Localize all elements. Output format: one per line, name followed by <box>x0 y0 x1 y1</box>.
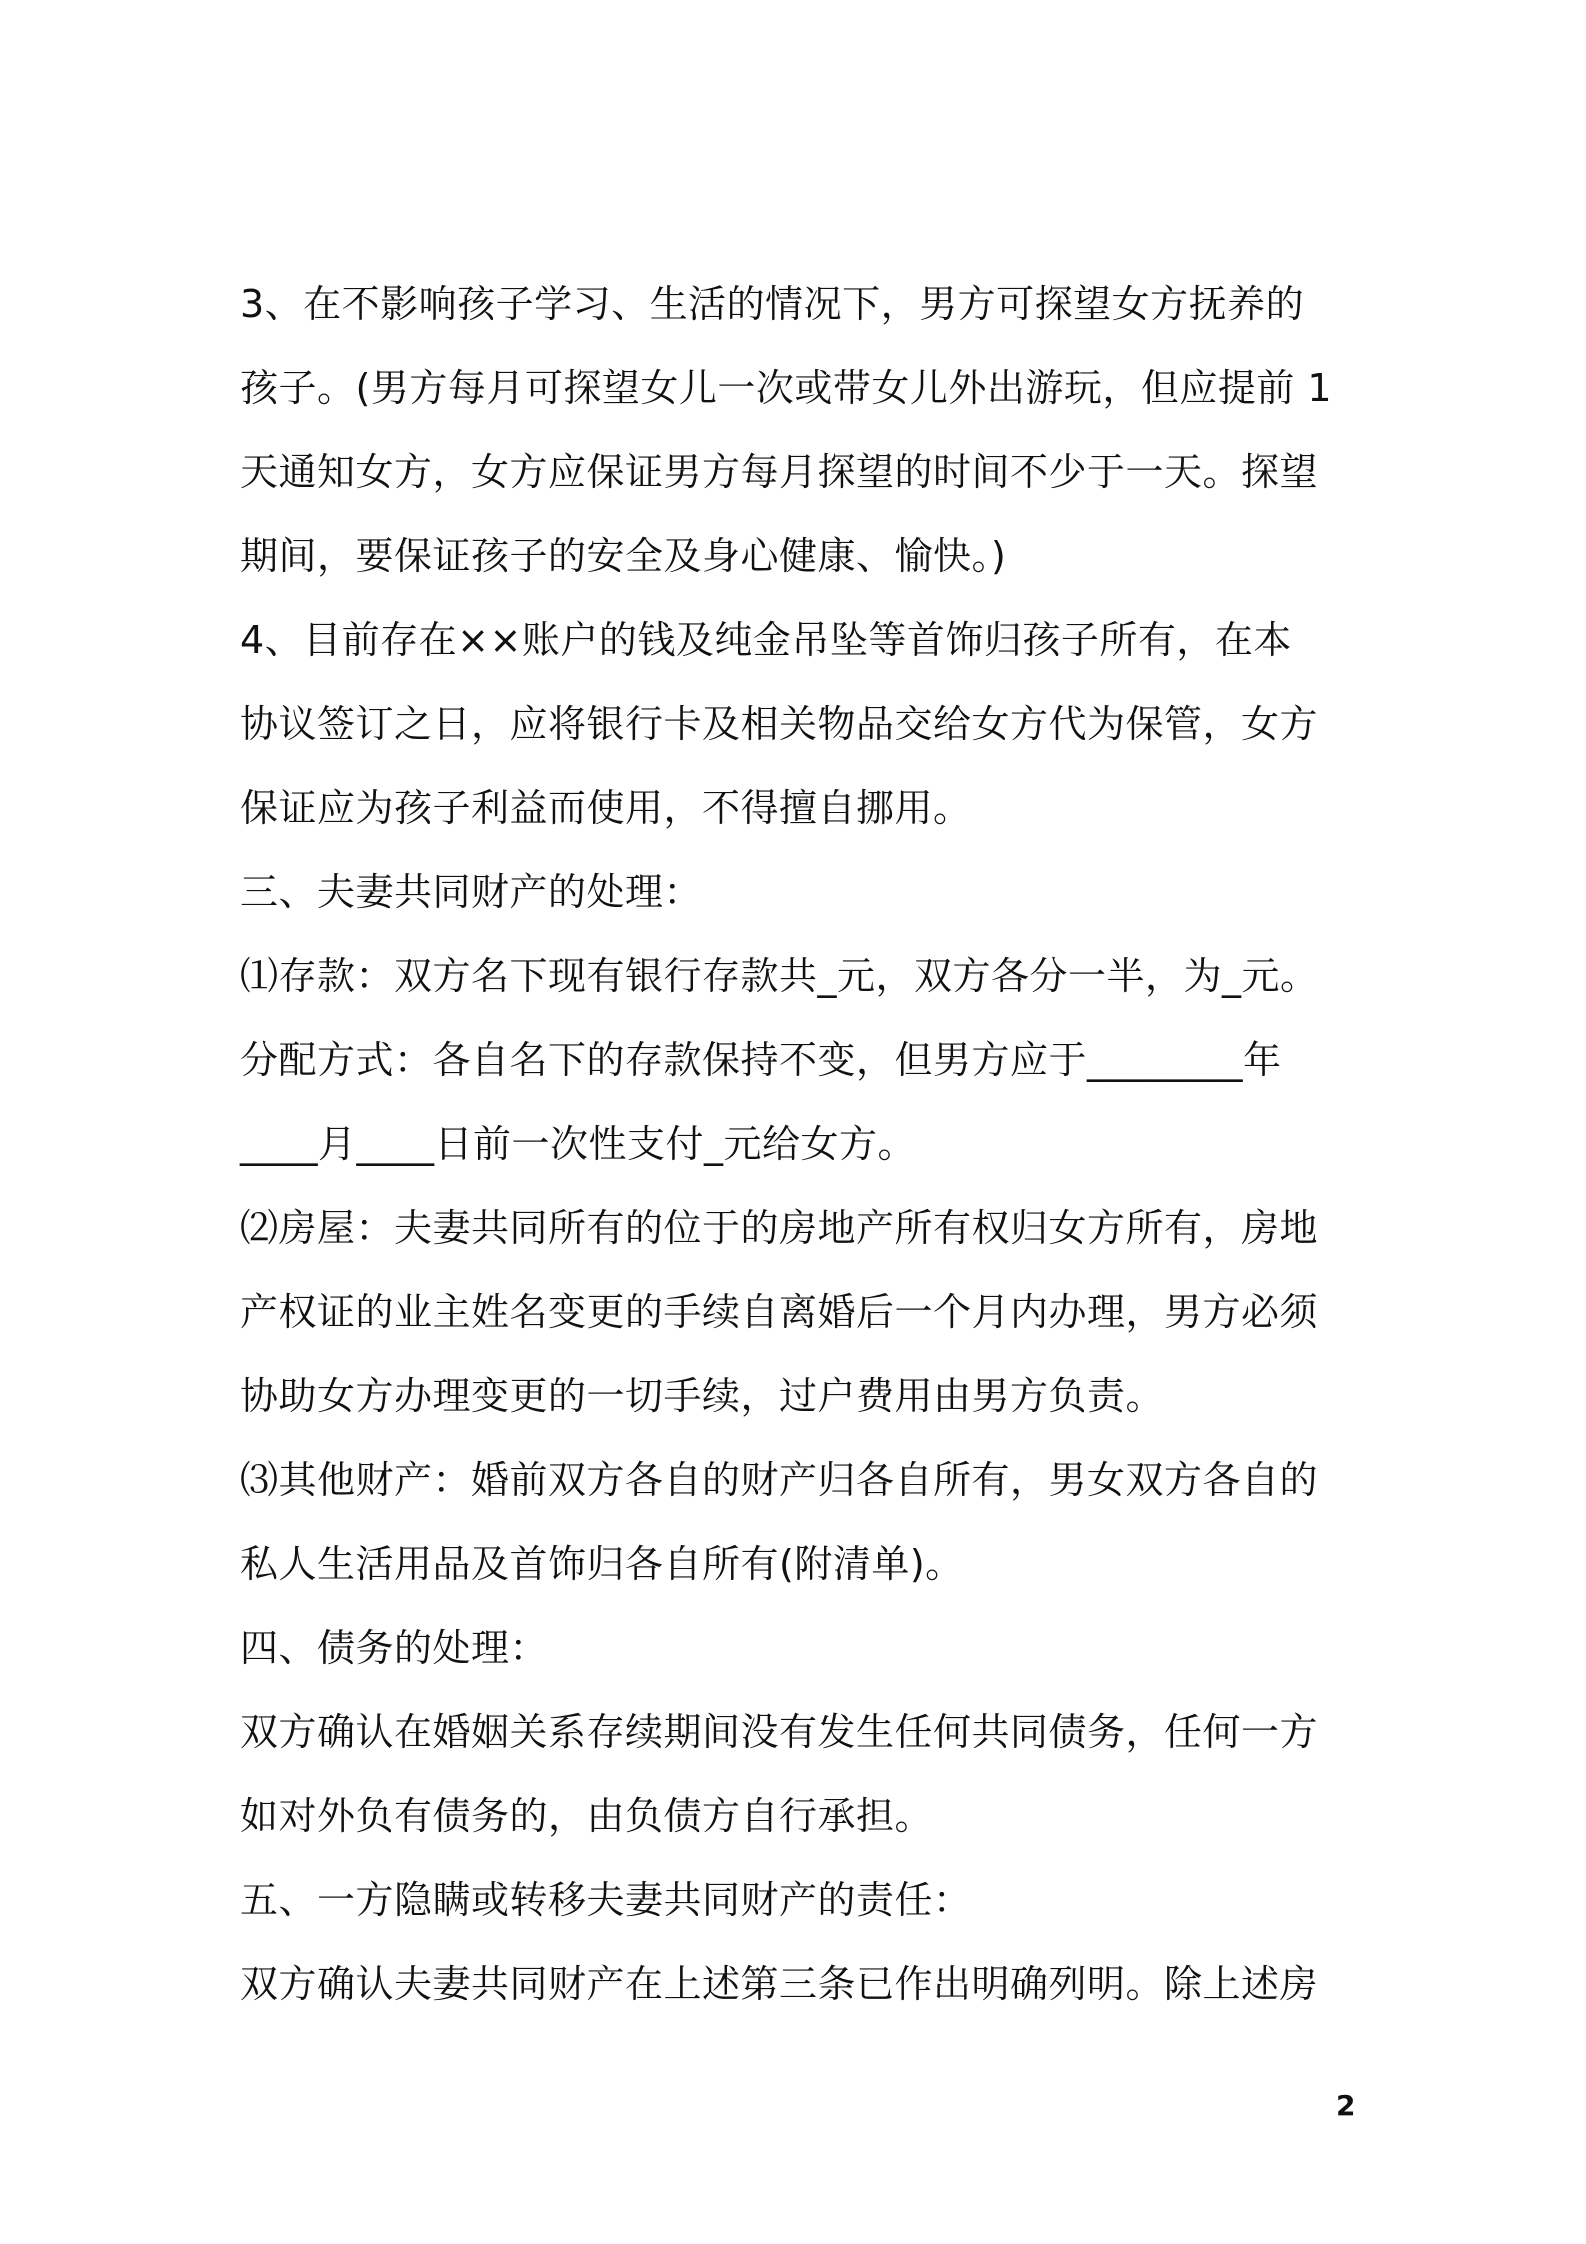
section-heading: 四、债务的处理： <box>240 1626 549 1670</box>
section-heading: 五、一方隐瞒或转移夫妻共同财产的责任： <box>240 1878 972 1922</box>
text-line: 孩子。(男方每月可探望女儿一次或带女儿外出游玩，但应提前 1 <box>240 366 1333 410</box>
text-line: ⑵房屋：夫妻共同所有的位于的房地产所有权归女方所有，房地 <box>240 1206 1319 1250</box>
text-line: 4、目前存在××账户的钱及纯金吊坠等首饰归孩子所有，在本 <box>240 618 1292 662</box>
text-line: ____月____日前一次性支付_元给女方。 <box>240 1122 917 1166</box>
page-number: 2 <box>1336 2089 1356 2122</box>
text-line: 保证应为孩子利益而使用，不得擅自挪用。 <box>240 786 972 830</box>
text-line: 期间，要保证孩子的安全及身心健康、愉快。) <box>240 534 1007 578</box>
text-line: ⑴存款：双方名下现有银行存款共_元，双方各分一半，为_元。 <box>240 954 1319 998</box>
text-line: 协议签订之日，应将银行卡及相关物品交给女方代为保管，女方 <box>240 702 1319 746</box>
text-line: ⑶其他财产：婚前双方各自的财产归各自所有，男女双方各自的 <box>240 1458 1319 1502</box>
text-line: 双方确认夫妻共同财产在上述第三条已作出明确列明。除上述房 <box>240 1962 1319 2006</box>
text-line: 如对外负有债务的，由负债方自行承担。 <box>240 1794 934 1838</box>
text-line: 协助女方办理变更的一切手续，过户费用由男方负责。 <box>240 1374 1165 1418</box>
text-line: 双方确认在婚姻关系存续期间没有发生任何共同债务，任何一方 <box>240 1710 1319 1754</box>
text-line: 私人生活用品及首饰归各自所有(附清单)。 <box>240 1542 964 1586</box>
section-heading: 三、夫妻共同财产的处理： <box>240 870 703 914</box>
text-line: 产权证的业主姓名变更的手续自离婚后一个月内办理，男方必须 <box>240 1290 1319 1334</box>
text-line: 天通知女方，女方应保证男方每月探望的时间不少于一天。探望 <box>240 450 1319 494</box>
text-line: 分配方式：各自名下的存款保持不变，但男方应于________年 <box>240 1038 1282 1082</box>
text-line: 3、在不影响孩子学习、生活的情况下，男方可探望女方抚养的 <box>240 282 1305 326</box>
